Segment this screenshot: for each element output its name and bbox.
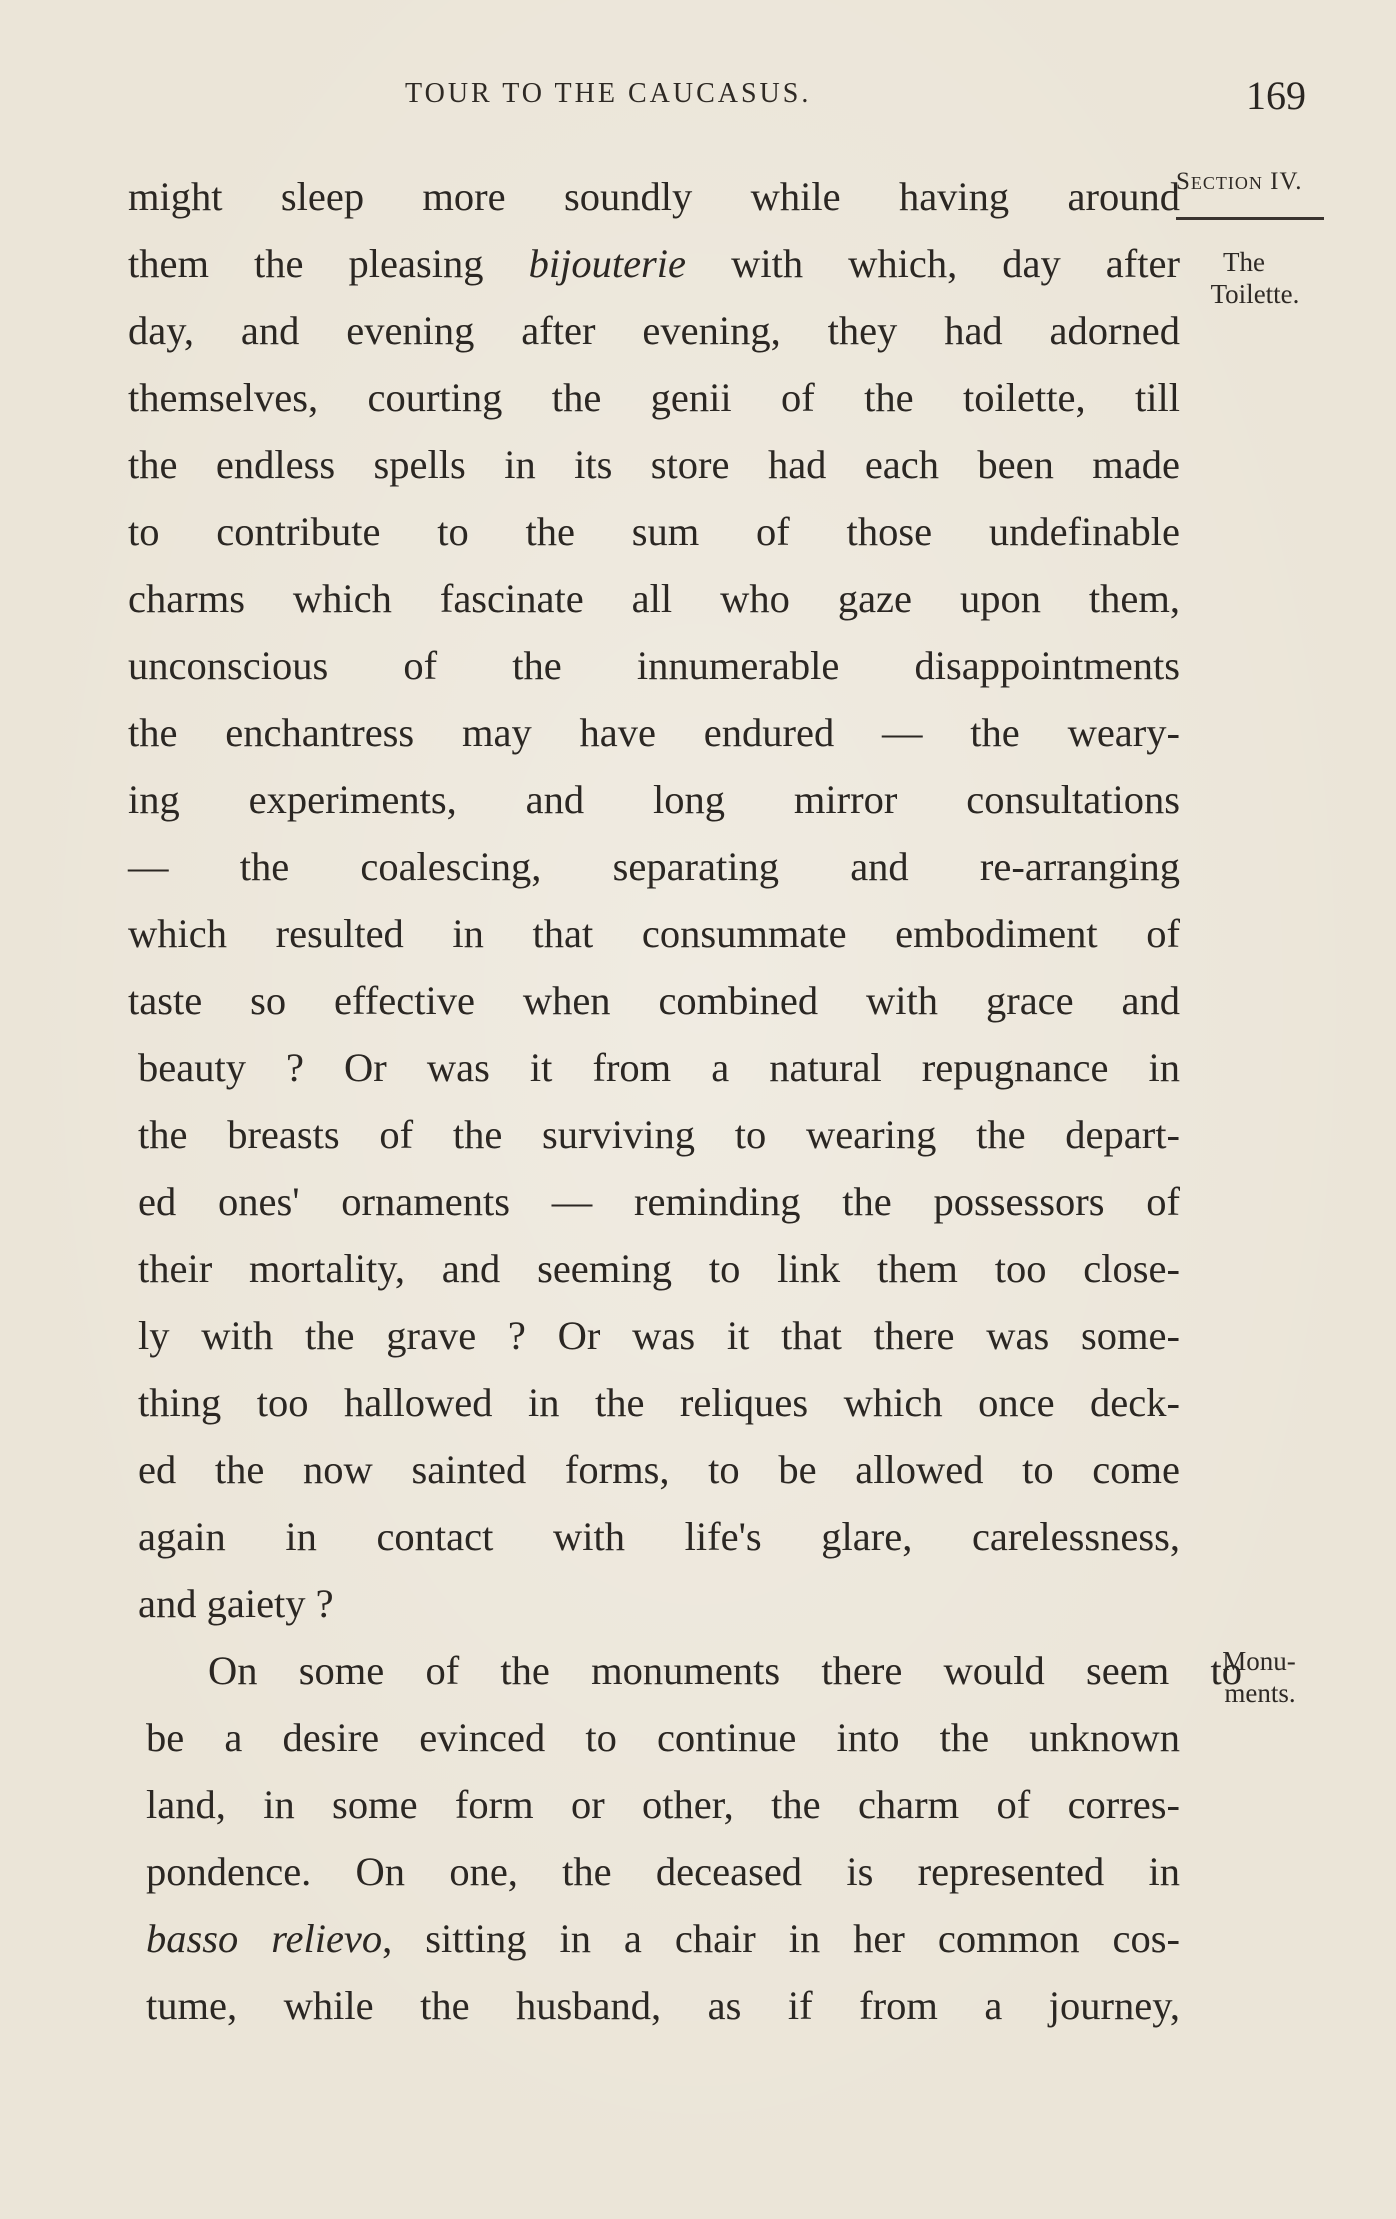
text-span: them the pleasing bbox=[128, 241, 484, 286]
text-line: and gaiety ? bbox=[138, 1581, 334, 1626]
text-line: ed ones' ornaments — reminding the possessors of bbox=[138, 1179, 1180, 1224]
sidenote-toilette-line1: The bbox=[1223, 247, 1265, 277]
italic-term: basso relievo bbox=[146, 1916, 383, 1961]
text-line: be a desire evinced to continue into the unknown bbox=[146, 1715, 1180, 1760]
text-line: beauty ? Or was it from a natural repugnance in bbox=[138, 1045, 1180, 1090]
text-line: ed the now sainted forms, to be allowed to come bbox=[138, 1447, 1180, 1492]
text-line bbox=[128, 230, 1180, 297]
text-line: day, and evening after evening, they had adorned bbox=[128, 308, 1180, 353]
page-number: 169 bbox=[1246, 73, 1306, 118]
text-line: land, in some form or other, the charm of corres- bbox=[146, 1782, 1180, 1827]
sidenote-monuments-line2: ments. bbox=[1224, 1678, 1296, 1708]
sidenote-toilette bbox=[1190, 246, 1320, 310]
text-line: On some of the monuments there would seem to bbox=[208, 1648, 1242, 1693]
sidenote-toilette-line2: Toilette. bbox=[1210, 279, 1300, 309]
text-line: might sleep more soundly while having around bbox=[128, 174, 1180, 219]
text-line: tume, while the husband, as if from a journey, bbox=[146, 1983, 1180, 2028]
text-line: the enchantress may have endured — the weary- bbox=[128, 710, 1180, 755]
text-line: the breasts of the surviving to wearing the depart- bbox=[138, 1112, 1180, 1157]
text-line: themselves, courting the genii of the toilette, till bbox=[128, 375, 1180, 420]
text-line: taste so effective when combined with grace and bbox=[128, 978, 1180, 1023]
running-title: TOUR TO THE CAUCASUS. bbox=[405, 78, 812, 109]
text-span: , sitting in a chair in her common cos- bbox=[382, 1916, 1181, 1961]
text-line: ing experiments, and long mirror consultations bbox=[128, 777, 1180, 822]
section-rule bbox=[1176, 217, 1324, 220]
text-line bbox=[146, 1905, 1180, 1972]
text-line: thing too hallowed in the reliques which once deck- bbox=[138, 1380, 1180, 1425]
text-line: which resulted in that consummate embodiment of bbox=[128, 911, 1180, 956]
text-line: — the coalescing, separating and re-arranging bbox=[128, 844, 1180, 889]
text-line: the endless spells in its store had each been made bbox=[128, 442, 1180, 487]
text-line: charms which fascinate all who gaze upon them, bbox=[128, 576, 1180, 621]
sidenote-monuments-line1: Monu- bbox=[1222, 1646, 1296, 1676]
text-line: to contribute to the sum of those undefinable bbox=[128, 509, 1180, 554]
text-line: unconscious of the innumerable disappointments bbox=[128, 643, 1180, 688]
text-span: with which, day after bbox=[731, 241, 1180, 286]
running-head bbox=[0, 73, 1396, 118]
text-line: pondence. On one, the deceased is represented in bbox=[146, 1849, 1180, 1894]
italic-term: bijouterie bbox=[528, 241, 687, 286]
section-label: Section IV. bbox=[1176, 168, 1303, 195]
text-line: their mortality, and seeming to link them too close- bbox=[138, 1246, 1180, 1291]
text-line: ly with the grave ? Or was it that there was some- bbox=[138, 1313, 1180, 1358]
text-line: again in contact with life's glare, carelessness, bbox=[138, 1514, 1180, 1559]
